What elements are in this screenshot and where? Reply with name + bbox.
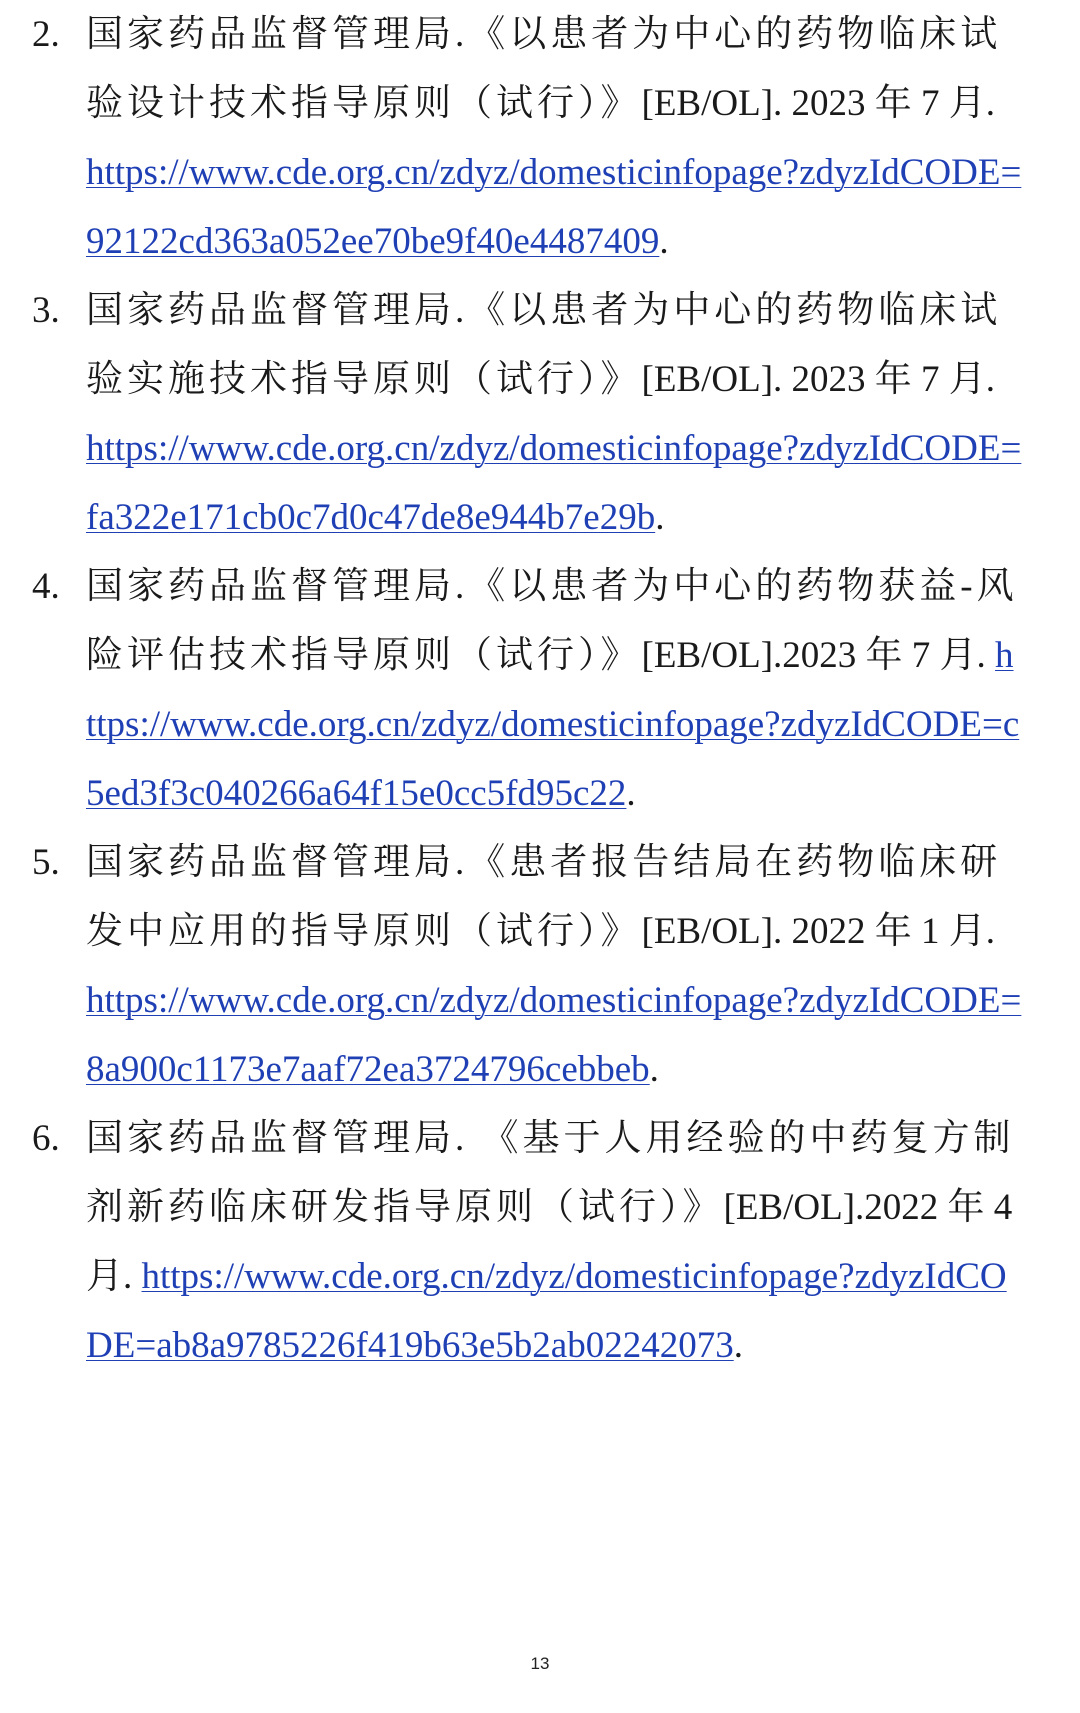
reference-body [86,552,1022,828]
reference-citation: [EB/OL]. 2023 年 7 月. [641,359,996,400]
reference-link[interactable]: https://www.cde.org.cn/zdyz/domesticinfopage?zdyzIdCODE=ab8a9785226f419b63e5b2ab02242073 [86,1256,1007,1366]
reference-citation: [EB/OL].2023 年 7 月. [641,635,996,676]
reference-body [86,828,1022,1104]
reference-end: . [649,1049,659,1090]
reference-title: 国家药品监督管理局.《以患者为中心的药物临床试验设计技术指导原则（试行）》 [86,14,1002,124]
reference-link[interactable]: https://www.cde.org.cn/zdyz/domesticinfopage?zdyzIdCODE=c5ed3f3c040266a64f15e0cc5fd95c22 [86,635,1020,814]
reference-link[interactable]: https://www.cde.org.cn/zdyz/domesticinfopage?zdyzIdCODE=fa322e171cb0c7d0c47de8e944b7e29b [86,428,1022,538]
reference-number: 4. [32,566,60,607]
reference-item-3 [32,276,1022,552]
reference-end: . [659,221,669,262]
reference-citation: [EB/OL]. 2023 年 7 月. [641,83,996,124]
reference-number: 3. [32,290,60,331]
reference-link[interactable]: https://www.cde.org.cn/zdyz/domesticinfopage?zdyzIdCODE=92122cd363a052ee70be9f40e4487409 [86,152,1022,262]
reference-citation: [EB/OL].2022 年 4 月. [86,1187,1013,1297]
reference-number: 6. [32,1118,60,1159]
reference-end: . [655,497,665,538]
reference-body [86,0,1022,276]
reference-item-2 [32,0,1022,276]
reference-item-4 [32,552,1022,828]
page-number: 13 [530,1654,550,1673]
reference-body [86,1104,1022,1380]
reference-citation: [EB/OL]. 2022 年 1 月. [641,911,996,952]
reference-number: 2. [32,14,60,55]
reference-title: 国家药品监督管理局.《以患者为中心的药物获益-风险评估技术指导原则（试行）》 [86,566,1018,676]
reference-number: 5. [32,842,60,883]
reference-item-6 [32,1104,1022,1380]
reference-end: . [626,773,636,814]
reference-title: 国家药品监督管理局.《以患者为中心的药物临床试验实施技术指导原则（试行）》 [86,290,1002,400]
reference-end: . [733,1325,743,1366]
reference-item-5 [32,828,1022,1104]
reference-body [86,276,1022,552]
reference-link[interactable]: https://www.cde.org.cn/zdyz/domesticinfopage?zdyzIdCODE=8a900c1173e7aaf72ea3724796cebbeb [86,980,1022,1090]
reference-title: 国家药品监督管理局. 《基于人用经验的中药复方制剂新药临床研发指导原则（试行）》 [86,1118,1015,1228]
reference-title: 国家药品监督管理局.《患者报告结局在药物临床研发中应用的指导原则（试行）》 [86,842,1002,952]
